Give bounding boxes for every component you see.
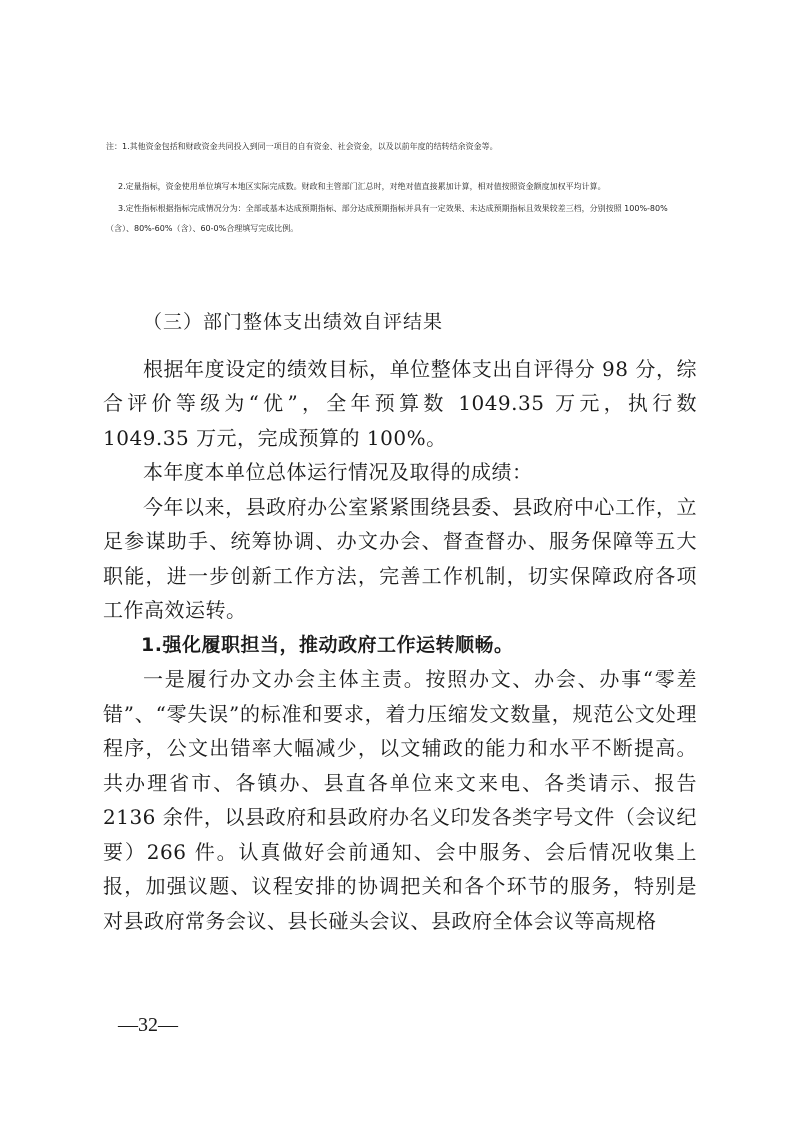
page-number: —32— bbox=[118, 1014, 178, 1036]
paragraph-overview-intro: 本年度本单位总体运行情况及取得的成绩： bbox=[143, 460, 533, 484]
note-2: 2.定量指标，资金使用单位填写本地区实际完成数。财政和主管部门汇总时，对绝对值直接累加计算，相对值按照资金额度加权平均计算。 bbox=[118, 182, 606, 191]
subsection-heading: 1.强化履职担当，推动政府工作运转顺畅。 bbox=[141, 633, 514, 656]
note-1: 注：1.其他资金包括和财政资金共同投入到同一项目的自有资金、社会资金，以及以前年度的结转结余资金等。 bbox=[106, 142, 498, 151]
document-body bbox=[103, 305, 697, 938]
paragraph-overview: 今年以来，县政府办公室紧紧围绕县委、县政府中心工作，立足参谋助手、统筹协调、办文办会、督查督办、服务保障等五大职能，进一步创新工作方法，完善工作机制，切实保障政府各项工作高效运转。 bbox=[103, 494, 697, 622]
note-3: 3.定性指标根据指标完成情况分为：全部或基本达成预期指标、部分达成预期指标并具有一定效果、未达成预期指标且效果较差三档，分别按照 100%-80% bbox=[118, 204, 668, 213]
paragraph-score: 根据年度设定的绩效目标，单位整体支出自评得分 98 分，综合评价等级为“优”，全年预算数 1049.35 万元，执行数 1049.35 万元，完成预算的 100%。 bbox=[103, 356, 697, 450]
note-3-continued: （含）、80%-60%（含）、60-0%合理填写完成比例。 bbox=[106, 224, 299, 233]
paragraph-document-handling: 一是履行办文办会主体主责。按照办文、办会、办事“零差错”、“零失误”的标准和要求，着力压缩发文数量，规范公文处理程序，公文出错率大幅减少，以文辅政的能力和水平不断提高。共办理省市、各镇办、县直各单位来文来电、各类请示、报告 2136 余件，以县政府和县政府办名义印发各类字号文件（会议纪要）266 件。认真做好会前通知、会中服务、会后情况收集上报，加强议题、议程安排的协调把关和各个环节的服务，特别是对县政府常务会议、县长碰头会议、县政府全体会议等高规格 bbox=[103, 667, 697, 933]
section-heading: （三）部门整体支出绩效自评结果 bbox=[143, 311, 444, 333]
